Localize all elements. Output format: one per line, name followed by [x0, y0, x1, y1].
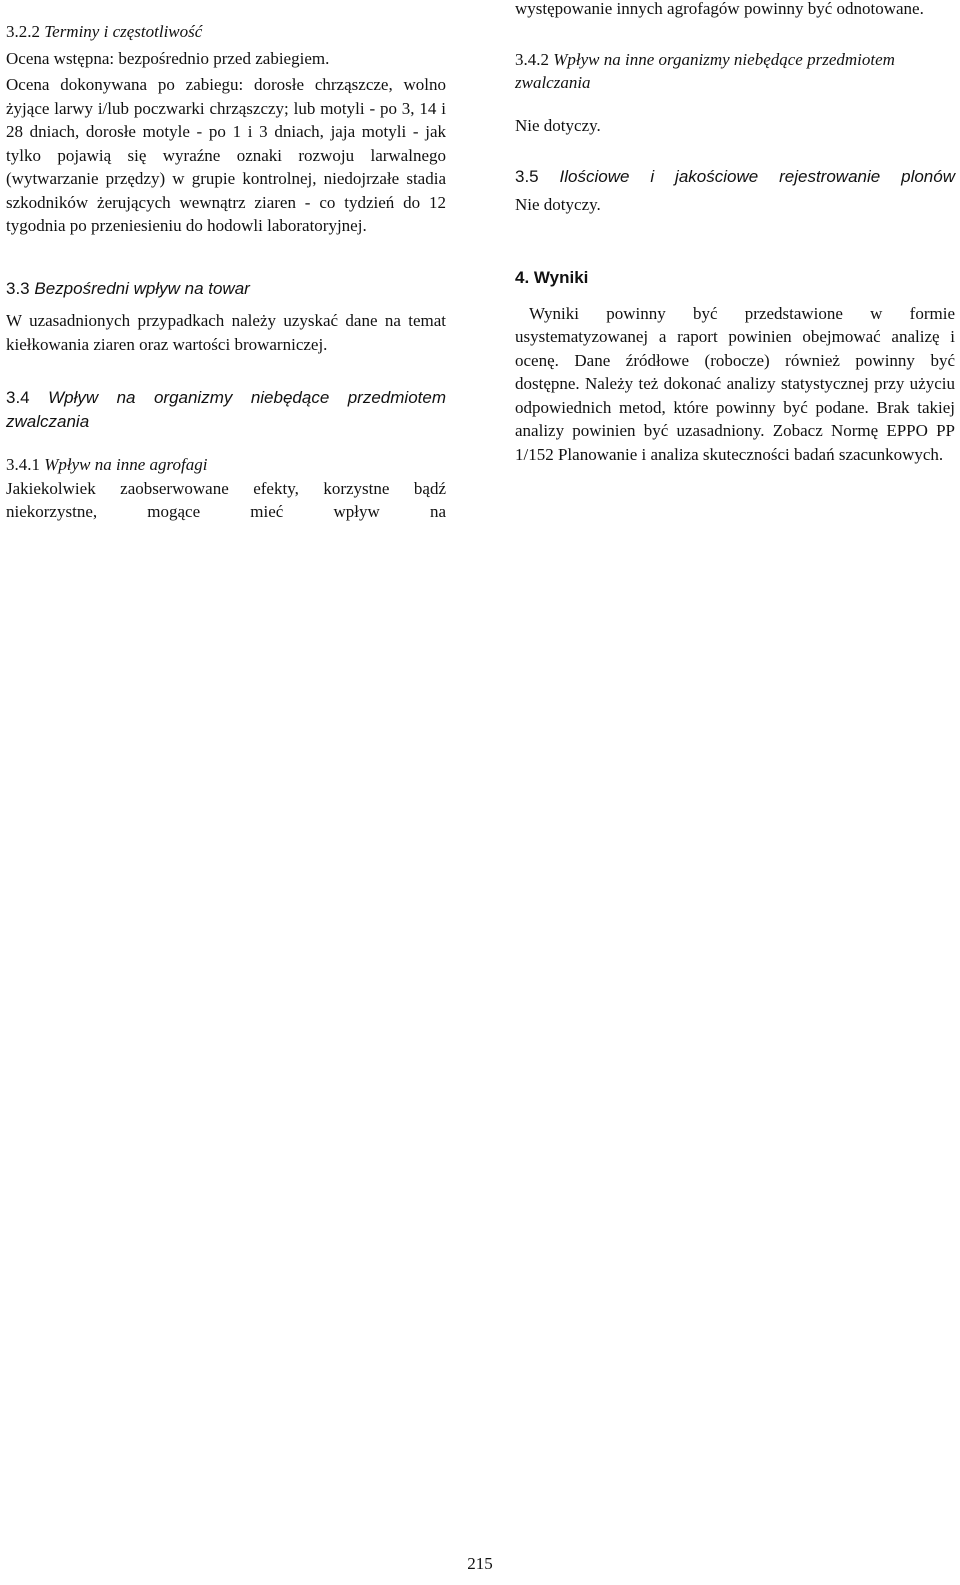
section-number: 3.4 [6, 388, 30, 407]
paragraph-commodity-effect: W uzasadnionych przypadkach należy uzyskać dane na temat kiełkowania ziaren oraz wartości browarniczej. [6, 311, 446, 354]
paragraph-not-applicable: Nie dotyczy. [515, 115, 601, 135]
section-title: Wpływ na organizmy niebędące przedmiotem zwalczania [6, 388, 446, 431]
section-3-3-heading [6, 277, 446, 301]
section-3-4-1-heading [6, 453, 446, 477]
section-title: Terminy i częstotliwość [44, 22, 203, 41]
paragraph-not-applicable: Nie dotyczy. [515, 194, 601, 214]
paragraph-initial-assessment: Ocena wstępna: bezpośrednio przed zabiegiem. [6, 48, 330, 68]
section-title: Wpływ na inne organizmy niebędące przedmiotem zwalczania [515, 49, 895, 92]
section-4-heading: 4. Wyniki [515, 268, 589, 287]
section-number: 3.2.2 [6, 22, 40, 41]
right-column [515, 0, 955, 466]
section-3-5-heading [515, 165, 955, 189]
section-number: 3.5 [515, 167, 539, 186]
page-number: 215 [467, 1554, 493, 1573]
section-number: 3.3 [6, 278, 30, 298]
section-number: 3.4.2 [515, 49, 549, 69]
left-column [6, 20, 446, 524]
paragraph-other-pests: Jakiekolwiek zaobserwowane efekty, korzystne bądź niekorzystne, mogące mieć wpływ na [6, 478, 446, 521]
section-3-4-2-heading [515, 48, 955, 95]
paragraph-results: Wyniki powinny być przedstawione w formie usystematyzowanej a raport powinien obejmować analizę i ocenę. Dane źródłowe (robocze) również powinny być dostępne. Należy też dokonać analizy statystycznej przy użyciu odpowiednich metod, które powinny być podane. Brak takiej analizy powinien być uzasadniony. Zobacz Normę EPPO PP 1/152 Planowanie i analiza skuteczności badań szacunkowych. [515, 303, 955, 464]
section-number: 3.4.1 [6, 455, 40, 474]
section-3-2-2-heading [6, 20, 446, 44]
paragraph-other-pests-continued: występowanie innych agrofagów powinny być odnotowane. [515, 0, 924, 18]
section-3-4-heading [6, 386, 446, 433]
paragraph-post-treatment-assessment: Ocena dokonywana po zabiegu: dorosłe chrząszcze, wolno żyjące larwy i/lub poczwarki chrząszczy; lub motyli - po 3, 14 i 28 dniach, dorosłe motyle - po 1 i 3 dniach, jaja motyli - jak tylko pojawią się wyraźne oznaki rozwoju larwalnego (wytwarzanie przędzy) w grupie kontrolnej, niedojrzałe stadia szkodników żerujących wewnątrz ziaren - co tydzień do 12 tygodnia po przeniesieniu do hodowli laboratoryjnej. [6, 75, 446, 235]
section-title: Ilościowe i jakościowe rejestrowanie plonów [559, 167, 955, 186]
section-title: Wpływ na inne agrofagi [44, 455, 208, 474]
section-title: Bezpośredni wpływ na towar [34, 278, 250, 298]
